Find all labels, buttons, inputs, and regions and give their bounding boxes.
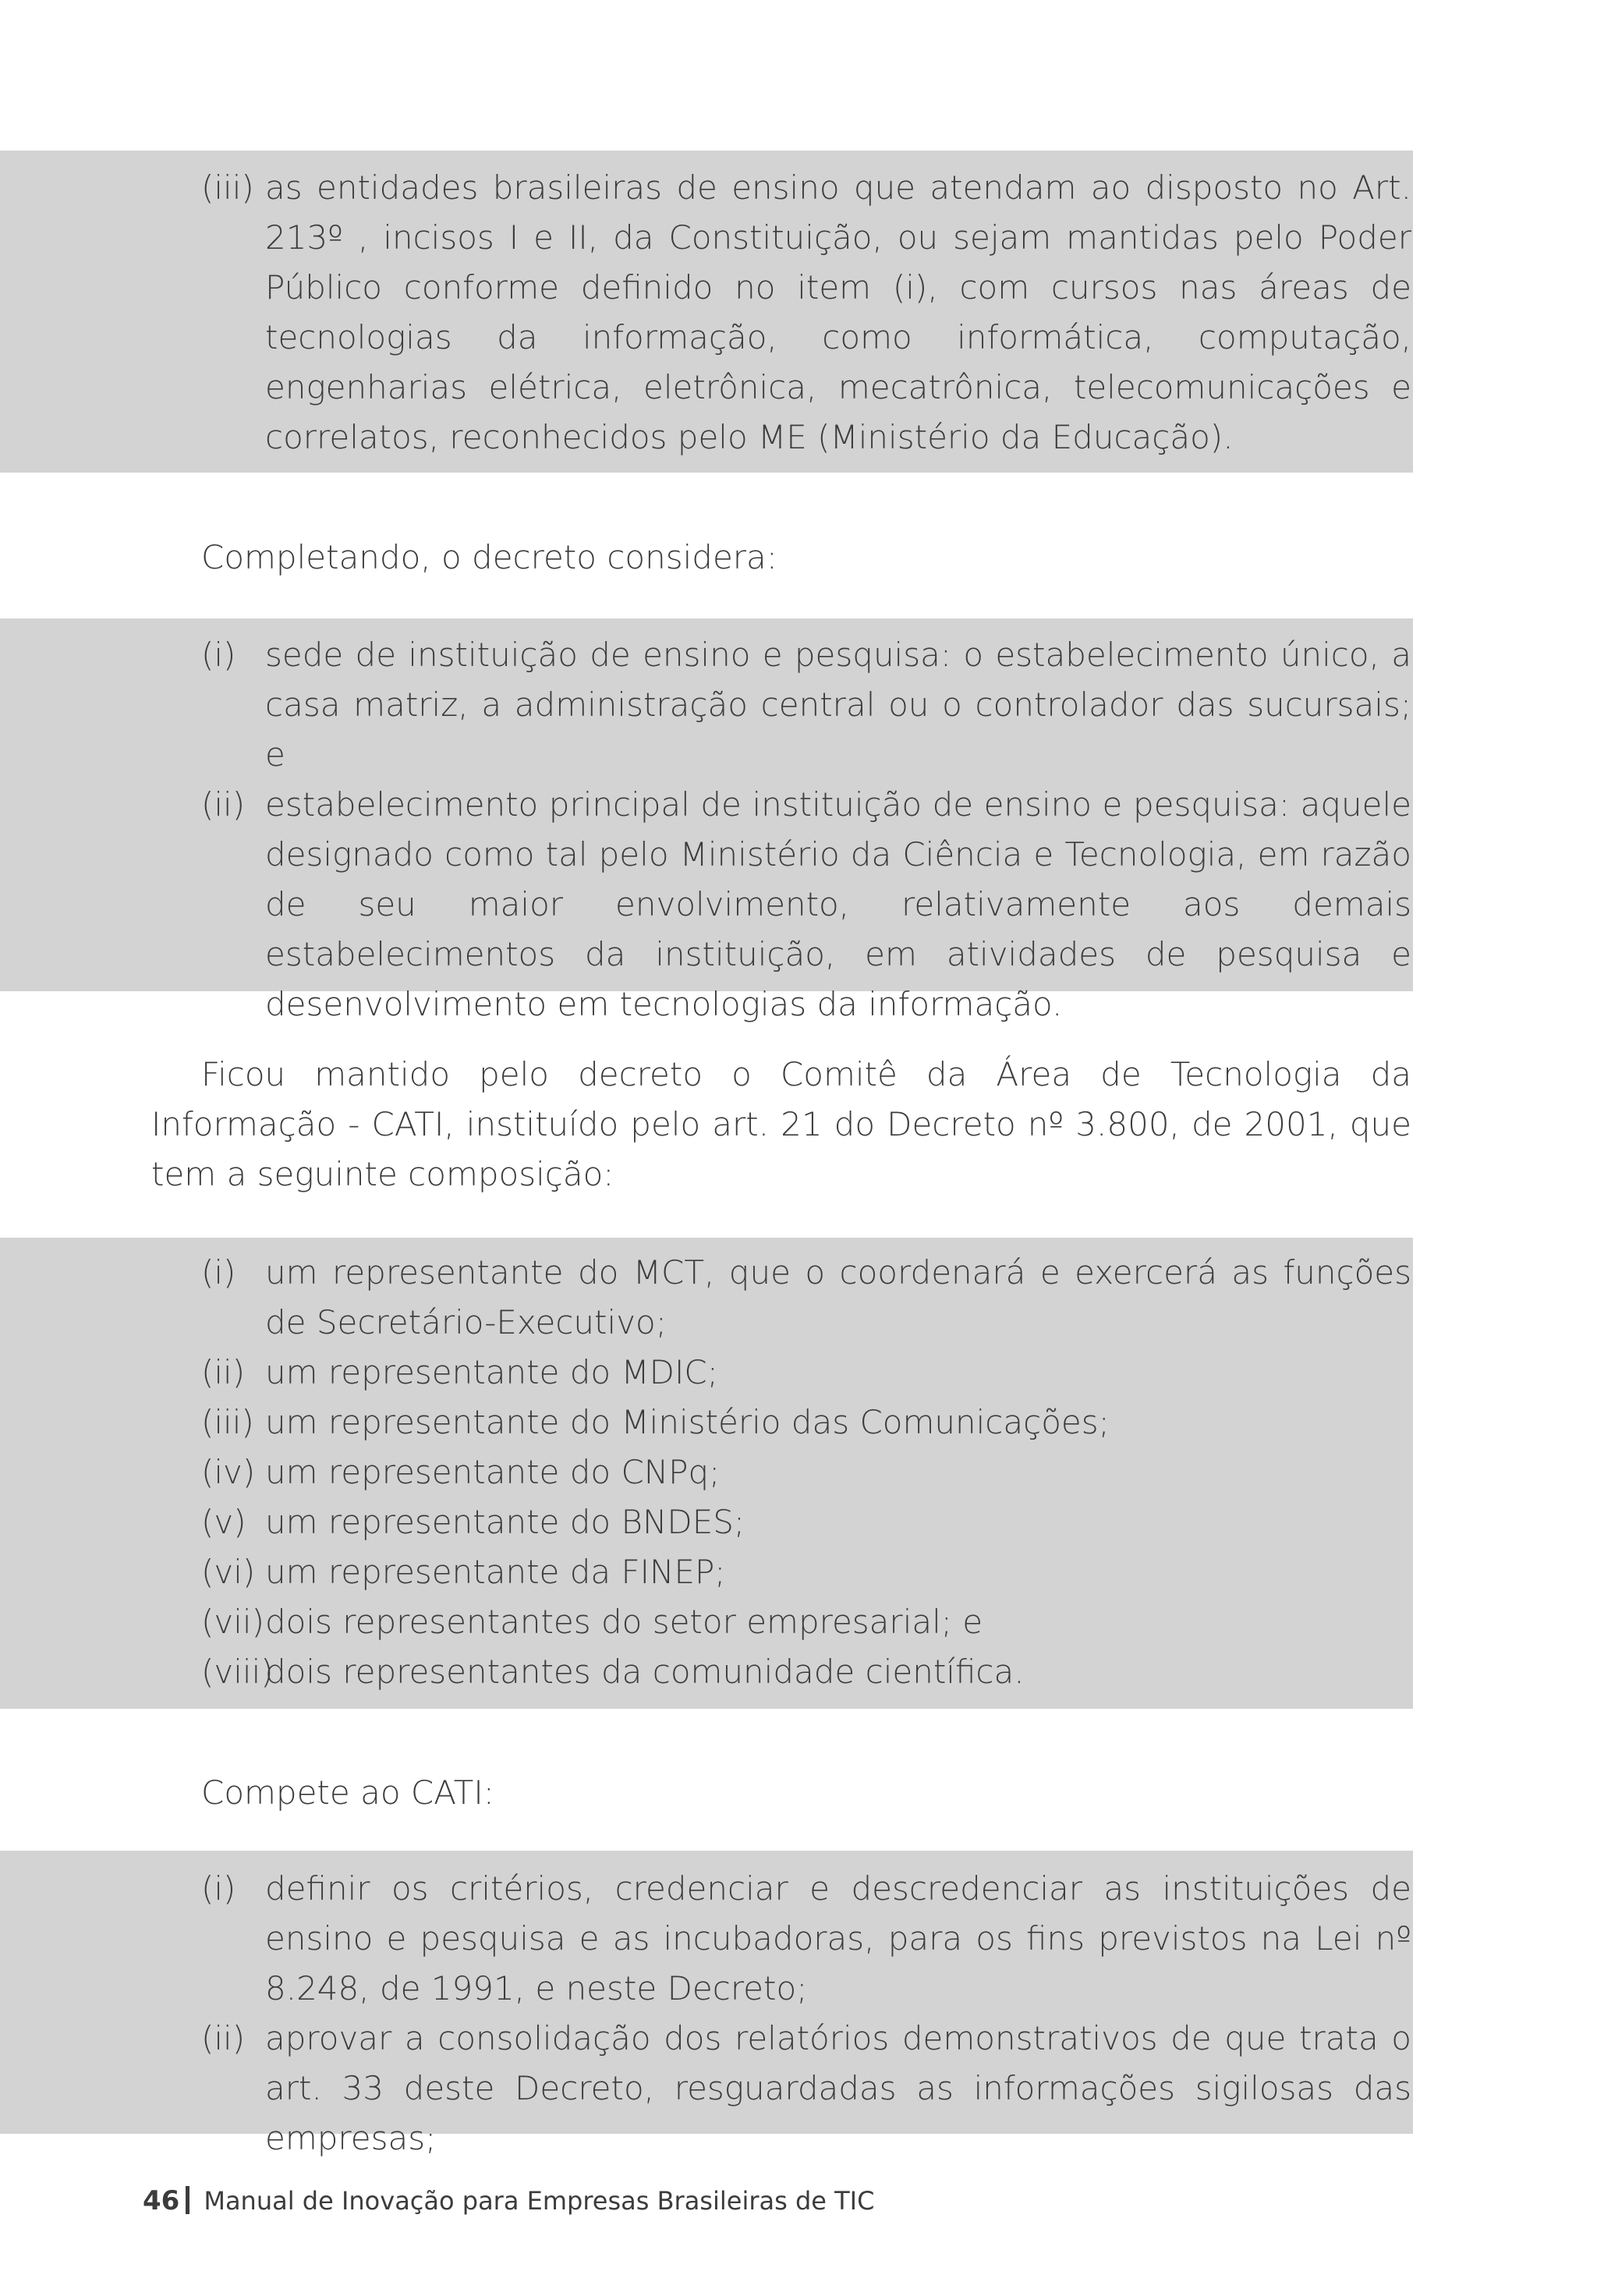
footer-title: Manual de Inovação para Empresas Brasileiras de TIC: [204, 2186, 875, 2216]
paragraph-completando: Completando, o decreto considera:: [201, 538, 777, 576]
list-item-text: definir os critérios, credenciar e descredenciar as instituições de ensino e pesquisa e as incubadoras, para os fins previstos na Lei nº 8.248, de 1991, e neste Decreto;: [265, 1869, 1411, 2007]
list-item: [201, 163, 1411, 462]
list-item-text: um representante da FINEP;: [265, 1553, 726, 1591]
list-item-number: (vi): [201, 1553, 256, 1591]
list-block-1: [201, 163, 1411, 462]
list-item: [201, 780, 1411, 1029]
list-item-text: dois representantes da comunidade científica.: [265, 1653, 1025, 1691]
list-item: [201, 1647, 1411, 1697]
list-item: [201, 2014, 1411, 2163]
list-item-text: aprovar a consolidação dos relatórios demonstrativos de que trata o art. 33 deste Decreto, resguardadas as informações sigilosas das empresas;: [265, 2019, 1411, 2157]
paragraph-cati-intro: Ficou mantido pelo decreto o Comitê da Área de Tecnologia da Informação - CATI, instituído pelo art. 21 do Decreto nº 3.800, de 2001, que tem a seguinte composição:: [151, 1055, 1411, 1193]
list-item-number: (i): [201, 636, 236, 674]
list-item: [201, 1864, 1411, 2014]
list-block-3: [201, 1248, 1411, 1697]
list-item: [201, 1398, 1411, 1447]
list-item-text: um representante do MCT, que o coordenará e exercerá as funções de Secretário-Executivo;: [265, 1253, 1411, 1341]
list-item-number: (viii): [201, 1653, 274, 1691]
paragraph-compete: Compete ao CATI:: [201, 1773, 494, 1812]
list-item-text: dois representantes do setor empresarial; e: [265, 1603, 983, 1641]
list-item-number: (i): [201, 1869, 236, 1908]
list-item-number: (vii): [201, 1603, 264, 1641]
list-item: [201, 1447, 1411, 1497]
list-item: [201, 1348, 1411, 1398]
list-block-4: [201, 1864, 1411, 2163]
list-item-number: (iv): [201, 1453, 256, 1491]
list-item-number: (ii): [201, 785, 246, 824]
list-item: [201, 630, 1411, 780]
list-item-number: (iii): [201, 168, 254, 207]
list-item-number: (iii): [201, 1403, 254, 1441]
list-block-2: [201, 630, 1411, 1029]
list-item: [201, 1547, 1411, 1597]
list-item-text: um representante do MDIC;: [265, 1353, 718, 1391]
list-item-text: um representante do CNPq;: [265, 1453, 721, 1491]
footer-divider: [186, 2186, 189, 2214]
list-item-number: (v): [201, 1503, 246, 1541]
page-number: 46: [143, 2185, 180, 2216]
list-item: [201, 1597, 1411, 1647]
list-item: [201, 1497, 1411, 1547]
list-item-text: as entidades brasileiras de ensino que atendam ao disposto no Art. 213º , incisos I e II, da Constituição, ou sejam mantidas pelo Poder Público conforme definido no item (i), com cursos nas áreas de tecnologias da informação, como informática, computação, engenharias elétrica, eletrônica, mecatrônica, telecomunicações e correlatos, reconhecidos pelo ME (Ministério da Educação).: [265, 168, 1411, 456]
list-item-text: estabelecimento principal de instituição de ensino e pesquisa: aquele designado como tal pelo Ministério da Ciência e Tecnologia, em razão de seu maior envolvimento, relativamente aos demais estabelecimentos da instituição, em atividades de pesquisa e desenvolvimento em tecnologias da informação.: [265, 785, 1411, 1023]
page-footer: [143, 2185, 874, 2216]
list-item: [201, 1248, 1411, 1348]
list-item-text: um representante do Ministério das Comunicações;: [265, 1403, 1110, 1441]
list-item-number: (ii): [201, 1353, 246, 1391]
list-item-text: sede de instituição de ensino e pesquisa: o estabelecimento único, a casa matriz, a administração central ou o controlador das sucursais; e: [265, 636, 1411, 774]
list-item-number: (i): [201, 1253, 236, 1292]
list-item-number: (ii): [201, 2019, 246, 2057]
list-item-text: um representante do BNDES;: [265, 1503, 745, 1541]
